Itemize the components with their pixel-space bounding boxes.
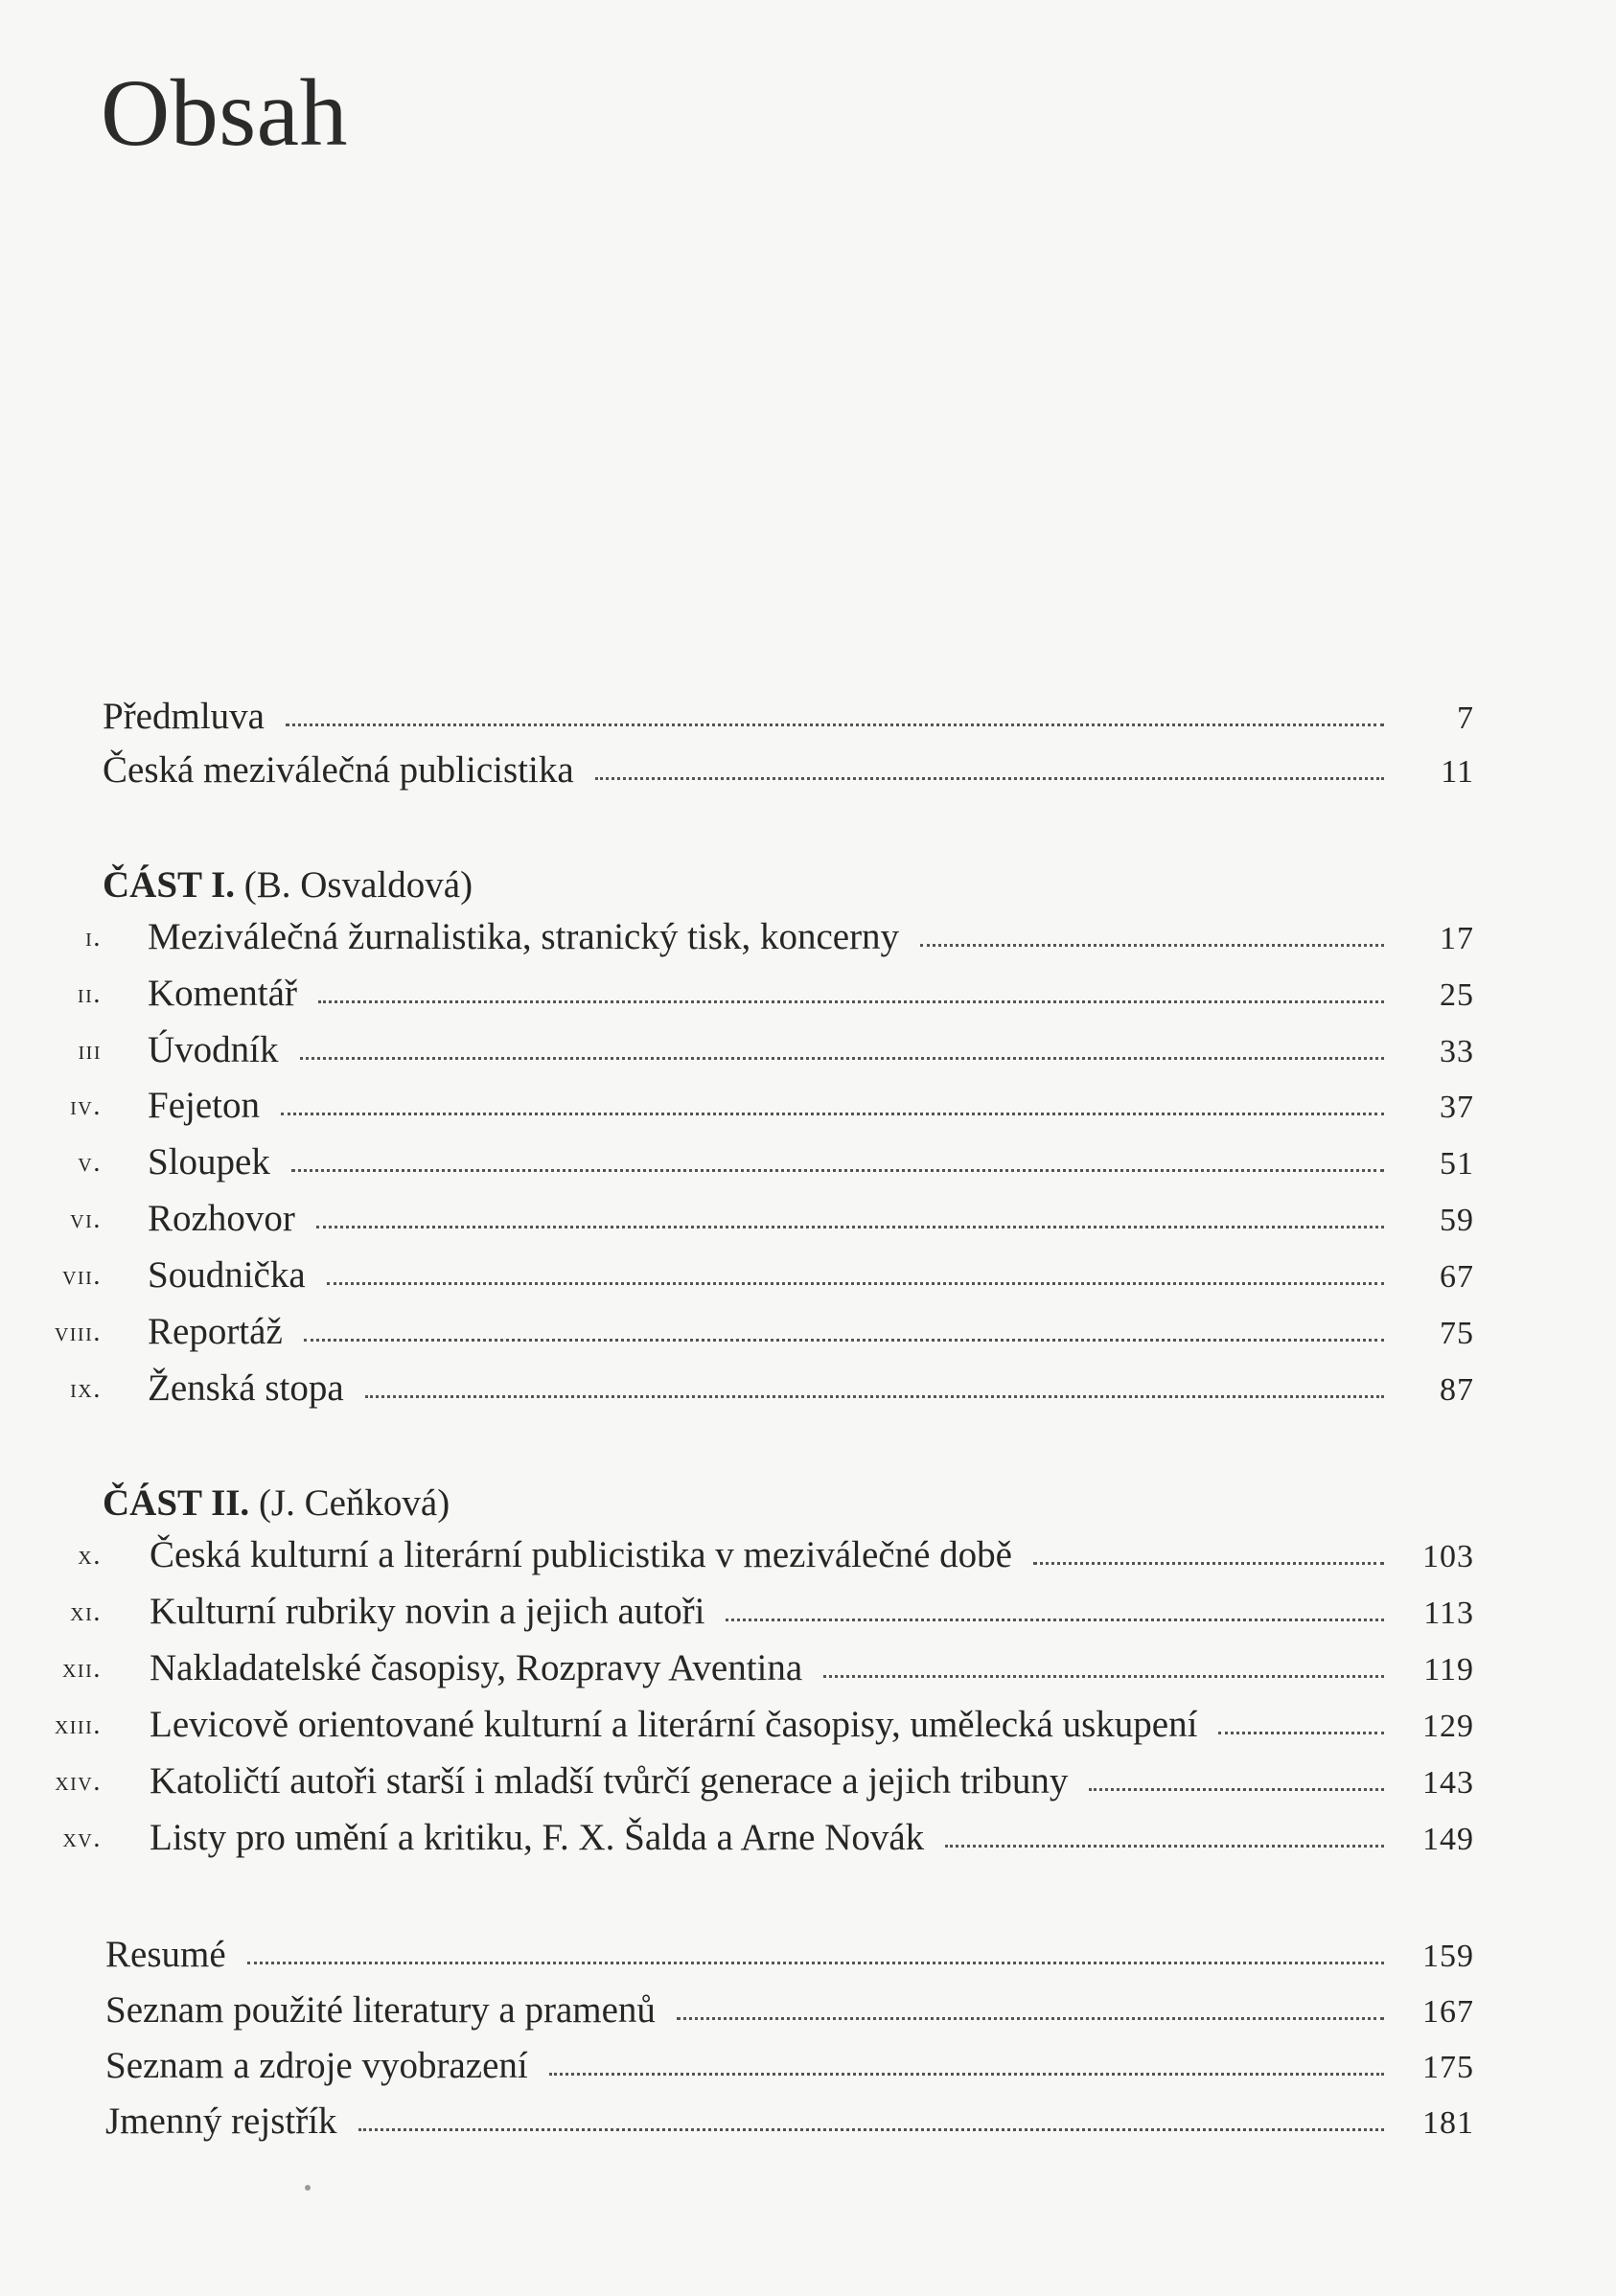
dot-leader: [549, 2063, 1384, 2076]
toc-entry-page: 87: [1440, 1372, 1474, 1408]
toc-chapter[interactable]: [0, 912, 1616, 962]
toc-entry-page: 17: [1440, 921, 1474, 956]
dot-leader: [1089, 1779, 1384, 1791]
toc-entry-page: 149: [1422, 1822, 1474, 1857]
toc-chapter[interactable]: [0, 969, 1616, 1019]
chapter-number: ix.: [70, 1373, 102, 1404]
toc-chapter[interactable]: [0, 1137, 1616, 1187]
dot-leader: [365, 1386, 1384, 1398]
dot-leader: [358, 2119, 1384, 2131]
toc-entry-title: Komentář: [148, 973, 297, 1014]
toc-entry-title: Česká kulturní a literární publicistika v meziválečné době: [150, 1534, 1012, 1575]
toc-entry-predmluva[interactable]: [0, 692, 1616, 742]
chapter-number: vii.: [61, 1260, 102, 1291]
paper-speck: [305, 2185, 311, 2191]
chapter-number: i.: [85, 922, 102, 953]
toc-entry-title: Rozhovor: [148, 1198, 295, 1239]
dot-leader: [823, 1665, 1384, 1678]
toc-entry-title: Listy pro umění a kritiku, F. X. Šalda a Arne Novák: [150, 1817, 925, 1858]
dot-leader: [1033, 1552, 1384, 1565]
toc-entry-page: 103: [1422, 1539, 1474, 1574]
toc-entry-page: 33: [1440, 1034, 1474, 1069]
toc-entry-title: Resumé: [105, 1934, 226, 1975]
toc-entry-title: Ženská stopa: [148, 1367, 344, 1409]
toc-entry-title: Seznam použité literatury a pramenů: [105, 1989, 656, 2031]
toc-entry-page: 67: [1440, 1259, 1474, 1295]
dot-leader: [281, 1103, 1384, 1115]
toc-entry-title: Seznam a zdroje vyobrazení: [105, 2045, 528, 2086]
part-author: (B. Osvaldová): [243, 864, 473, 906]
toc-entry-page: 37: [1440, 1090, 1474, 1125]
toc-entry-page: 59: [1440, 1203, 1474, 1238]
toc-entry-page: 51: [1440, 1146, 1474, 1182]
page-title: Obsah: [101, 59, 349, 166]
toc-entry-page: 119: [1423, 1652, 1474, 1688]
chapter-number: xiii.: [54, 1710, 102, 1740]
toc-entry-title: Kulturní rubriky novin a jejich autoři: [150, 1591, 705, 1632]
toc-chapter[interactable]: [0, 1530, 1616, 1580]
dot-leader: [1218, 1722, 1384, 1734]
dot-leader: [316, 1216, 1384, 1228]
chapter-number: ii.: [77, 978, 102, 1009]
toc-entry-page: 143: [1422, 1765, 1474, 1801]
toc-entry-title: Meziválečná žurnalistika, stranický tisk, koncerny: [148, 916, 900, 957]
toc-chapter[interactable]: [0, 1700, 1616, 1750]
toc-entry-page: 167: [1422, 1994, 1474, 2030]
toc-entry-page: 159: [1422, 1939, 1474, 1974]
chapter-number: v.: [78, 1147, 102, 1178]
toc-entry-rejstrik[interactable]: [0, 2097, 1616, 2147]
chapter-number: iii: [78, 1035, 102, 1066]
toc-entry-title: Česká meziválečná publicistika: [103, 749, 574, 791]
toc-chapter[interactable]: [0, 1251, 1616, 1300]
dot-leader: [726, 1609, 1384, 1621]
toc-entry-page: 25: [1440, 977, 1474, 1013]
toc-entry-title: Předmluva: [103, 696, 265, 737]
toc-entry-title: Soudnička: [148, 1254, 306, 1296]
part-1-heading: [103, 861, 473, 910]
toc-chapter[interactable]: [0, 1025, 1616, 1075]
toc-entry-page: 129: [1422, 1709, 1474, 1744]
toc-chapter[interactable]: [0, 1643, 1616, 1693]
toc-entry-vyobrazeni[interactable]: [0, 2041, 1616, 2091]
dot-leader: [595, 768, 1384, 780]
toc-chapter[interactable]: [0, 1587, 1616, 1637]
toc-chapter[interactable]: [0, 1081, 1616, 1131]
part-2-heading: [103, 1479, 450, 1528]
part-label: ČÁST I.: [103, 864, 236, 906]
toc-entry-title: Levicově orientované kulturní a literární časopisy, umělecká uskupení: [150, 1704, 1198, 1745]
chapter-number: xv.: [62, 1823, 102, 1853]
toc-entry-ceska-publicistika[interactable]: [0, 746, 1616, 795]
toc-entry-title: Katoličtí autoři starší i mladší tvůrčí generace a jejich tribuny: [150, 1760, 1069, 1802]
toc-chapter[interactable]: [0, 1364, 1616, 1413]
part-author: (J. Ceňková): [258, 1482, 450, 1524]
dot-leader: [291, 1159, 1384, 1172]
toc-entry-title: Úvodník: [148, 1029, 279, 1070]
toc-entry-title: Reportáž: [148, 1311, 283, 1352]
toc-entry-page: 11: [1441, 754, 1474, 790]
toc-chapter[interactable]: [0, 1756, 1616, 1806]
chapter-number: vi.: [70, 1204, 102, 1234]
chapter-number: xii.: [61, 1653, 102, 1684]
toc-entry-literatura[interactable]: [0, 1986, 1616, 2035]
dot-leader: [304, 1329, 1384, 1342]
dot-leader: [327, 1273, 1384, 1285]
dot-leader: [247, 1952, 1384, 1964]
toc-chapter[interactable]: [0, 1307, 1616, 1357]
dot-leader: [945, 1835, 1384, 1848]
dot-leader: [300, 1047, 1385, 1060]
dot-leader: [920, 934, 1384, 947]
toc-entry-page: 175: [1422, 2050, 1474, 2085]
toc-entry-page: 75: [1440, 1316, 1474, 1351]
part-label: ČÁST II.: [103, 1482, 250, 1524]
toc-entry-title: Jmenný rejstřík: [105, 2101, 337, 2142]
toc-entry-page: 7: [1457, 700, 1474, 736]
toc-entry-title: Sloupek: [148, 1141, 270, 1182]
chapter-number: x.: [78, 1540, 102, 1571]
toc-entry-page: 113: [1423, 1596, 1474, 1631]
toc-entry-resume[interactable]: [0, 1930, 1616, 1980]
toc-entry-title: Nakladatelské časopisy, Rozpravy Aventina: [150, 1647, 803, 1688]
chapter-number: xi.: [70, 1596, 102, 1627]
chapter-number: viii.: [54, 1317, 102, 1347]
toc-entry-title: Fejeton: [148, 1085, 260, 1126]
toc-entry-page: 181: [1422, 2105, 1474, 2141]
toc-chapter[interactable]: [0, 1813, 1616, 1863]
dot-leader: [286, 714, 1384, 726]
chapter-number: iv.: [70, 1091, 102, 1121]
chapter-number: xiv.: [55, 1766, 102, 1797]
dot-leader: [318, 991, 1384, 1003]
dot-leader: [677, 2008, 1384, 2020]
toc-chapter[interactable]: [0, 1194, 1616, 1244]
